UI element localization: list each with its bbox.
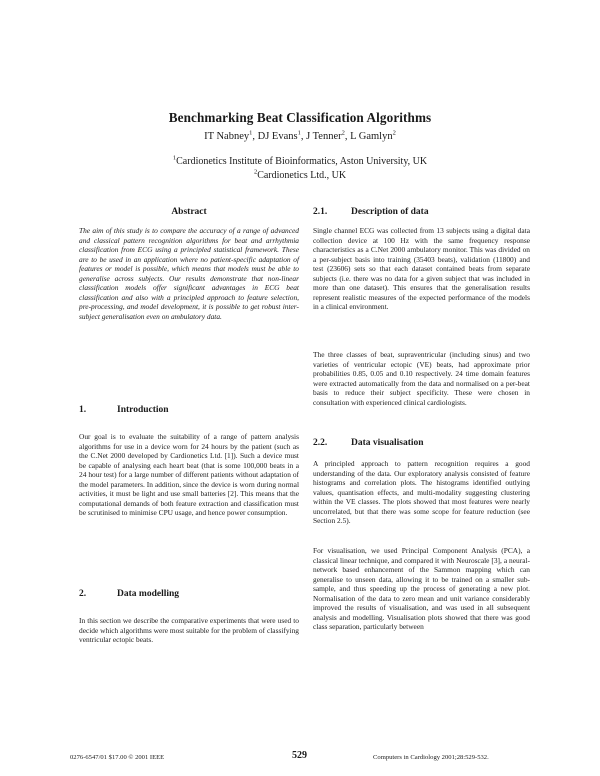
affiliation-text: Cardionetics Institute of Bioinformatics, Aston University, UK xyxy=(176,156,428,167)
author-name: IT Nabney xyxy=(204,131,250,142)
section-heading-description-of-data xyxy=(313,207,429,217)
data-modelling-text: In this section we describe the comparative experiments that were used to decide which algorithms were most suitable for the problem of classifying ventricular ectopic beats. xyxy=(79,616,299,645)
section-title: Description of data xyxy=(351,207,429,217)
page-number: 529 xyxy=(292,750,307,761)
section-number: 2.2. xyxy=(313,438,328,448)
author-name: , J Tenner xyxy=(300,131,342,142)
affiliation-text: Cardionetics Ltd., UK xyxy=(257,170,347,181)
affiliation-mark: 2 xyxy=(253,168,258,176)
section-number: 2.1. xyxy=(313,207,328,217)
description-paragraph-1: Single channel ECG was collected from 13 subjects using a digital data collection device at 100 Hz with the same frequency response characteristics as a C.Net 2000 ambulatory monitor. This was divided on a per-subject basis into training (35403 beats), validation (11800) and test (23606) sets so that each dataset contained beats from separate subjects (i.e. there was no data for a given subject that was included in more than one dataset). This ensures that the generalisation results represent realistic measures of the expected performance of the models in a clinical environment. xyxy=(313,226,530,312)
author-name: , L Gamlyn xyxy=(344,131,393,142)
author-name: , DJ Evans xyxy=(252,131,298,142)
author-affiliation-mark: 1 xyxy=(249,129,253,137)
abstract-text: The aim of this study is to compare the accuracy of a range of advanced and classical pattern recognition algorithms for beat and arrhythmia classification from ECG using a principled statistical framework. These are to be used in an application where no patient-specific adaptation of features or model is possible, which means that models must be able to generalise across subjects. Our results demonstrate that non-linear classification models offer significant advantages in ECG beat classification and also with a principled approach to feature selection, pre-processing, and model development, it is possible to get robust inter-subject generalisation even on ambulatory data. xyxy=(79,226,299,321)
section-number: 2. xyxy=(79,589,87,599)
affiliation-mark: 1 xyxy=(172,154,177,162)
paper-title: Benchmarking Beat Classification Algorithms xyxy=(168,110,432,125)
section-number: 1. xyxy=(79,405,87,415)
section-heading-data-modelling xyxy=(79,589,179,599)
description-paragraph-2: The three classes of beat, supraventricular (including sinus) and two varieties of ventricular ectopic (VE) beats, had approximate prior probabilities 0.85, 0.05 and 0.10 respectively. 24 time domain features were extracted automatically from the data and normalised on a per-beat basis to reduce their subject specificity. These were chosen in consultation with experienced clinical cardiologists. xyxy=(313,350,530,407)
journal-citation: Computers in Cardiology 2001;28:529-532. xyxy=(373,754,489,761)
abstract-heading: Abstract xyxy=(171,207,207,217)
affiliation-2 xyxy=(0,169,600,183)
section-heading-introduction xyxy=(79,405,169,415)
affiliation-1 xyxy=(0,155,600,169)
author-affiliation-mark: 2 xyxy=(341,129,345,137)
author-list xyxy=(0,131,600,142)
author-affiliation-mark: 1 xyxy=(297,129,301,137)
author-affiliation-mark: 2 xyxy=(392,129,396,137)
copyright-line: 0276-6547/01 $17.00 © 2001 IEEE xyxy=(70,754,165,761)
section-title: Data modelling xyxy=(117,589,180,599)
visualisation-paragraph-1: A principled approach to pattern recognition requires a good understanding of the data. Our exploratory analysis consisted of feature histograms and correlation plots. The histograms identified outlying values, quantisation effects, and multi-modality suggesting clustering within the VE classes. The plots showed that most features were nearly uncorrelated, but that there was some scope for feature reduction (see Section 2.5). xyxy=(313,459,530,526)
section-title: Data visualisation xyxy=(351,438,424,448)
section-title: Introduction xyxy=(117,405,169,415)
visualisation-paragraph-2: For visualisation, we used Principal Component Analysis (PCA), a classical linear technique, and compared it with Neuroscale [3], a neural-network based enhancement of the Sammon mapping which can generalise to unseen data, allowing it to be trained on a smaller sub-sample, and thus speeding up the process of generating a new plot. Normalisation of the data to zero mean and unit variance considerably improved the results of visualisation, and was used in all subsequent analysis and modelling. Visualisation plots showed that there was good class separation, particularly between xyxy=(313,546,530,632)
introduction-text: Our goal is to evaluate the suitability of a range of pattern analysis algorithms for use in a device worn for 24 hours by the patient (such as the C.Net 2000 developed by Cardionetics Ltd. [1]). Such a device must be capable of analysing each heart beat (that is some 100,000 beats in a 24 hour test) for a large number of different patients without adaptation of the model parameters. In addition, since the device is worn during normal activities, it must be light and use small batteries [2]. This means that the computational demands of both feature extraction and classification must be scrutinised to minimise CPU usage, and hence power consumption. xyxy=(79,432,299,518)
section-heading-data-visualisation xyxy=(313,438,424,448)
